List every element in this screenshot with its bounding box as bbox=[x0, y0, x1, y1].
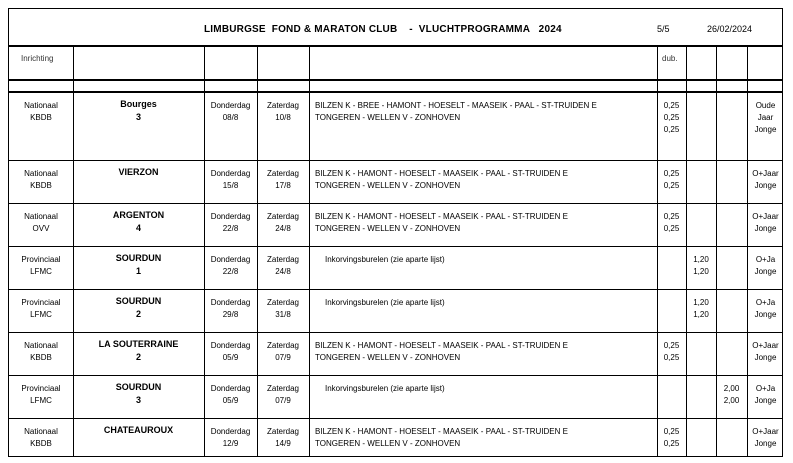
category-cell-line: O+Jaar bbox=[752, 212, 779, 221]
fee-cell-1 bbox=[686, 290, 716, 332]
category-cell bbox=[747, 204, 784, 246]
basketing-day-cell-line: Donderdag bbox=[210, 101, 251, 110]
column-header-row bbox=[9, 47, 782, 81]
basketing-day-cell bbox=[204, 290, 257, 332]
release-place-cell bbox=[73, 204, 204, 246]
release-day-cell-line: 17/8 bbox=[275, 181, 291, 190]
race-type-cell-line: Nationaal bbox=[24, 101, 58, 110]
race-type-cell-line: Nationaal bbox=[24, 169, 58, 178]
category-cell-line: Jonge bbox=[754, 439, 777, 448]
basketing-day-cell-line: Donderdag bbox=[210, 341, 251, 350]
release-day-cell bbox=[257, 333, 309, 375]
category-cell-line: Jonge bbox=[754, 353, 777, 362]
race-type-cell-line: Nationaal bbox=[24, 427, 58, 436]
basketing-day-cell-line: 08/8 bbox=[222, 113, 239, 122]
basketing-offices-cell-line: BILZEN K - HAMONT - HOESELT - MAASEIK - PAAL - ST-TRUIDEN E bbox=[315, 427, 568, 436]
category-cell bbox=[747, 419, 784, 461]
category-cell bbox=[747, 93, 784, 160]
category-cell-line: Jaar bbox=[757, 113, 774, 122]
fee-cell-2 bbox=[716, 290, 747, 332]
basketing-offices-cell-line: TONGEREN - WELLEN V - ZONHOVEN bbox=[315, 439, 461, 448]
basketing-day-cell bbox=[204, 376, 257, 418]
basketing-day-cell bbox=[204, 247, 257, 289]
category-cell-line: Jonge bbox=[754, 396, 777, 405]
race-type-cell-line: OVV bbox=[32, 224, 50, 233]
fee-cell-2 bbox=[716, 419, 747, 461]
fee-cell-1-line: 1,20 bbox=[693, 255, 709, 264]
race-type-cell bbox=[9, 247, 73, 289]
schedule-sheet bbox=[8, 8, 783, 457]
fee-cell-1 bbox=[686, 161, 716, 203]
table-row bbox=[9, 418, 782, 461]
dub-cell-line: 0,25 bbox=[663, 439, 680, 448]
release-place-cell bbox=[73, 376, 204, 418]
release-day-cell bbox=[257, 247, 309, 289]
dub-cell-line: 0,25 bbox=[663, 353, 680, 362]
dub-cell-line: 0,25 bbox=[663, 101, 680, 110]
dub-cell-line: 0,25 bbox=[663, 224, 680, 233]
basketing-offices-cell-line: TONGEREN - WELLEN V - ZONHOVEN bbox=[315, 113, 461, 122]
basketing-day-cell bbox=[204, 204, 257, 246]
race-type-cell-line: LFMC bbox=[30, 267, 52, 276]
category-cell bbox=[747, 161, 784, 203]
fee-cell-1 bbox=[686, 204, 716, 246]
basketing-offices-cell bbox=[309, 247, 657, 289]
race-type-cell bbox=[9, 204, 73, 246]
basketing-offices-cell-line: BILZEN K - HAMONT - HOESELT - MAASEIK - PAAL - ST-TRUIDEN E bbox=[315, 169, 568, 178]
basketing-day-cell-line: 05/9 bbox=[222, 396, 239, 405]
category-cell-line: O+Jaar bbox=[752, 169, 779, 178]
fee-cell-1 bbox=[686, 376, 716, 418]
basketing-day-cell-line: Donderdag bbox=[210, 255, 251, 264]
fee-cell-2-line: 2,00 bbox=[723, 396, 740, 405]
race-type-cell-line: Provinciaal bbox=[21, 298, 61, 307]
release-day-cell bbox=[257, 161, 309, 203]
dub-cell-line: 0,25 bbox=[663, 181, 680, 190]
title-bar bbox=[9, 9, 782, 47]
race-type-cell-line: KBDB bbox=[30, 439, 52, 448]
basketing-offices-cell bbox=[309, 204, 657, 246]
release-place-cell bbox=[73, 93, 204, 160]
basketing-offices-cell bbox=[309, 419, 657, 461]
release-day-cell bbox=[257, 376, 309, 418]
release-day-cell bbox=[257, 93, 309, 160]
fee-cell-1 bbox=[686, 419, 716, 461]
release-place-cell-line: SOURDUN bbox=[115, 382, 162, 392]
release-place-cell bbox=[73, 419, 204, 461]
basketing-day-cell-line: 22/8 bbox=[222, 267, 239, 276]
basketing-day-cell-line: 29/8 bbox=[222, 310, 239, 319]
dub-cell bbox=[657, 290, 686, 332]
race-type-cell-line: Nationaal bbox=[24, 212, 58, 221]
basketing-day-cell bbox=[204, 419, 257, 461]
category-cell-line: O+Ja bbox=[755, 298, 776, 307]
fee-cell-2-line: 2,00 bbox=[723, 384, 740, 393]
basketing-day-cell-line: Donderdag bbox=[210, 384, 251, 393]
release-day-cell-line: Zaterdag bbox=[266, 212, 300, 221]
basketing-day-cell-line: Donderdag bbox=[210, 427, 251, 436]
race-type-cell bbox=[9, 93, 73, 160]
race-type-cell bbox=[9, 290, 73, 332]
basketing-day-cell bbox=[204, 93, 257, 160]
fee-cell-1-line: 1,20 bbox=[693, 267, 709, 276]
race-type-cell-line: LFMC bbox=[30, 396, 52, 405]
category-cell bbox=[747, 376, 784, 418]
release-place-cell-line: SOURDUN bbox=[115, 296, 162, 306]
race-type-cell-line: Provinciaal bbox=[21, 384, 61, 393]
fee-cell-2 bbox=[716, 204, 747, 246]
dub-cell-line: 0,25 bbox=[663, 212, 680, 221]
release-place-cell bbox=[73, 290, 204, 332]
basketing-day-cell-line: 22/8 bbox=[222, 224, 239, 233]
release-day-cell-line: Zaterdag bbox=[266, 427, 300, 436]
category-cell bbox=[747, 290, 784, 332]
basketing-offices-cell bbox=[309, 376, 657, 418]
basketing-offices-cell-line: TONGEREN - WELLEN V - ZONHOVEN bbox=[315, 224, 461, 233]
release-day-cell-line: 24/8 bbox=[275, 224, 291, 233]
basketing-day-cell-line: 12/9 bbox=[222, 439, 239, 448]
fee-cell-2 bbox=[716, 247, 747, 289]
release-day-cell-line: Zaterdag bbox=[266, 169, 300, 178]
basketing-offices-cell bbox=[309, 290, 657, 332]
release-day-cell-line: 14/9 bbox=[275, 439, 291, 448]
race-type-cell-line: KBDB bbox=[30, 181, 52, 190]
fee-cell-1 bbox=[686, 247, 716, 289]
release-day-cell-line: 24/8 bbox=[275, 267, 291, 276]
basketing-offices-cell bbox=[309, 333, 657, 375]
fee-cell-1-line: 1,20 bbox=[693, 298, 709, 307]
race-type-cell bbox=[9, 161, 73, 203]
dub-cell-line: 0,25 bbox=[663, 341, 680, 350]
release-day-cell bbox=[257, 290, 309, 332]
category-cell-line: O+Jaar bbox=[752, 427, 779, 436]
release-day-cell-line: Zaterdag bbox=[266, 384, 300, 393]
race-type-cell-line: LFMC bbox=[30, 310, 52, 319]
release-day-cell-line: 07/9 bbox=[275, 396, 291, 405]
category-cell bbox=[747, 247, 784, 289]
release-place-cell-line: VIERZON bbox=[118, 167, 159, 177]
race-type-cell-line: KBDB bbox=[30, 113, 52, 122]
fee-cell-2 bbox=[716, 93, 747, 160]
dub-cell-line: 0,25 bbox=[663, 427, 680, 436]
basketing-day-cell-line: 05/9 bbox=[222, 353, 239, 362]
release-day-cell-line: Zaterdag bbox=[266, 255, 300, 264]
page-title: LIMBURGSE FOND & MARATON CLUB - VLUCHTPROGRAMMA 2024 bbox=[204, 24, 562, 35]
race-type-cell bbox=[9, 376, 73, 418]
column-header-dub: dub. bbox=[662, 54, 678, 63]
table-row bbox=[9, 92, 782, 160]
release-place-cell-line: ARGENTON bbox=[112, 210, 165, 220]
dub-cell bbox=[657, 247, 686, 289]
table-row bbox=[9, 375, 782, 418]
release-day-cell-line: 07/9 bbox=[275, 353, 291, 362]
release-place-cell-line: LA SOUTERRAINE bbox=[98, 339, 179, 349]
dub-cell-line: 0,25 bbox=[663, 113, 680, 122]
dub-cell bbox=[657, 204, 686, 246]
basketing-day-cell bbox=[204, 333, 257, 375]
basketing-offices-cell-line: BILZEN K - HAMONT - HOESELT - MAASEIK - PAAL - ST-TRUIDEN E bbox=[315, 341, 568, 350]
release-place-cell bbox=[73, 161, 204, 203]
category-cell-line: O+Ja bbox=[755, 384, 776, 393]
release-day-cell-line: 10/8 bbox=[275, 113, 291, 122]
race-type-cell-line: Nationaal bbox=[24, 341, 58, 350]
race-type-cell-line: Provinciaal bbox=[21, 255, 61, 264]
basketing-day-cell-line: Donderdag bbox=[210, 212, 251, 221]
release-place-cell-line: 3 bbox=[135, 395, 141, 405]
table-row bbox=[9, 246, 782, 289]
race-type-cell bbox=[9, 419, 73, 461]
release-day-cell-line: Zaterdag bbox=[266, 101, 300, 110]
fee-cell-1 bbox=[686, 333, 716, 375]
release-place-cell-line: 1 bbox=[135, 266, 141, 276]
table-row bbox=[9, 160, 782, 203]
category-cell-line: Jonge bbox=[754, 267, 777, 276]
dub-cell-line: 0,25 bbox=[663, 169, 680, 178]
fee-cell-1-line: 1,20 bbox=[693, 310, 709, 319]
fee-cell-1 bbox=[686, 93, 716, 160]
basketing-day-cell-line: 15/8 bbox=[222, 181, 239, 190]
fee-cell-2 bbox=[716, 376, 747, 418]
dub-cell bbox=[657, 161, 686, 203]
release-day-cell-line: Zaterdag bbox=[266, 341, 300, 350]
table-row bbox=[9, 289, 782, 332]
category-cell-line: O+Ja bbox=[755, 255, 776, 264]
release-place-cell-line: 3 bbox=[135, 112, 141, 122]
basketing-offices-cell-line: Inkorvingsburelen (zie aparte lijst) bbox=[325, 384, 445, 393]
race-type-cell bbox=[9, 333, 73, 375]
basketing-day-cell bbox=[204, 161, 257, 203]
release-day-cell-line: 31/8 bbox=[275, 310, 291, 319]
category-cell-line: Jonge bbox=[754, 125, 777, 134]
basketing-offices-cell bbox=[309, 93, 657, 160]
category-cell-line: Jonge bbox=[754, 224, 777, 233]
table-row bbox=[9, 332, 782, 375]
basketing-offices-cell-line: Inkorvingsburelen (zie aparte lijst) bbox=[325, 298, 445, 307]
release-day-cell bbox=[257, 419, 309, 461]
release-place-cell-line: 4 bbox=[135, 223, 141, 233]
release-day-cell-line: Zaterdag bbox=[266, 298, 300, 307]
basketing-offices-cell-line: Inkorvingsburelen (zie aparte lijst) bbox=[325, 255, 445, 264]
print-date: 26/02/2024 bbox=[707, 24, 753, 34]
release-place-cell bbox=[73, 333, 204, 375]
category-cell-line: Oude bbox=[755, 101, 776, 110]
release-place-cell-line: 2 bbox=[135, 352, 141, 362]
basketing-offices-cell-line: TONGEREN - WELLEN V - ZONHOVEN bbox=[315, 181, 461, 190]
dub-cell bbox=[657, 333, 686, 375]
dub-cell bbox=[657, 376, 686, 418]
category-cell bbox=[747, 333, 784, 375]
release-place-cell-line: 2 bbox=[135, 309, 141, 319]
column-header-type: Inrichting bbox=[21, 54, 54, 63]
category-cell-line: Jonge bbox=[754, 181, 777, 190]
dub-cell bbox=[657, 93, 686, 160]
race-type-cell-line: KBDB bbox=[30, 353, 52, 362]
table-row bbox=[9, 203, 782, 246]
release-place-cell-line: Bourges bbox=[120, 99, 157, 109]
category-cell-line: Jonge bbox=[754, 310, 777, 319]
release-place-cell-line: CHATEAUROUX bbox=[103, 425, 174, 435]
fee-cell-2 bbox=[716, 333, 747, 375]
basketing-offices-cell-line: BILZEN K - BREE - HAMONT - HOESELT - MAASEIK - PAAL - ST-TRUIDEN E bbox=[315, 101, 597, 110]
basketing-day-cell-line: Donderdag bbox=[210, 298, 251, 307]
basketing-offices-cell bbox=[309, 161, 657, 203]
dub-cell bbox=[657, 419, 686, 461]
basketing-offices-cell-line: BILZEN K - HAMONT - HOESELT - MAASEIK - PAAL - ST-TRUIDEN E bbox=[315, 212, 568, 221]
release-place-cell bbox=[73, 247, 204, 289]
fee-cell-2 bbox=[716, 161, 747, 203]
release-place-cell-line: SOURDUN bbox=[115, 253, 162, 263]
page-number: 5/5 bbox=[657, 24, 670, 34]
basketing-day-cell-line: Donderdag bbox=[210, 169, 251, 178]
basketing-offices-cell-line: TONGEREN - WELLEN V - ZONHOVEN bbox=[315, 353, 461, 362]
release-day-cell bbox=[257, 204, 309, 246]
dub-cell-line: 0,25 bbox=[663, 125, 680, 134]
category-cell-line: O+Jaar bbox=[752, 341, 779, 350]
